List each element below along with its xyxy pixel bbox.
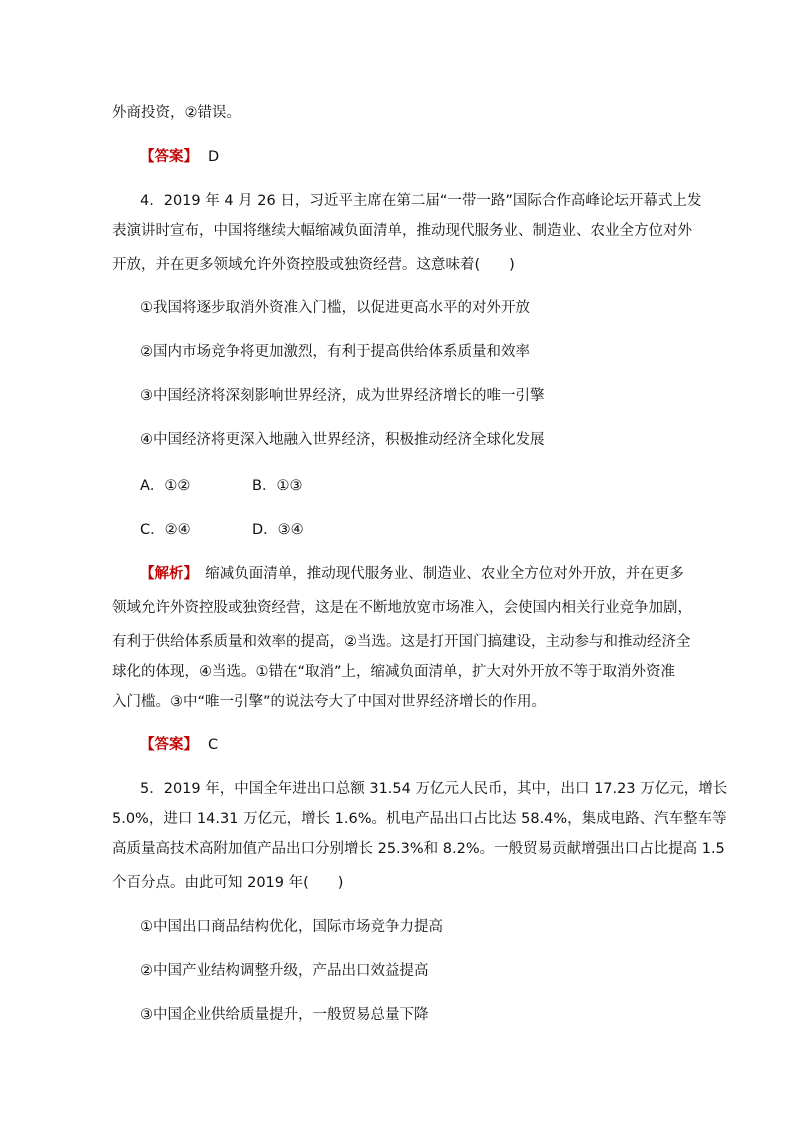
- question-5-line-1: 5．2019 年，中国全年进出口总额 31.54 万亿元人民币，其中，出口 17.23 万亿元，增长: [140, 781, 728, 797]
- option-a: A．①②: [140, 478, 191, 494]
- answer-tag: 【答案】: [140, 737, 198, 753]
- text-line: 外商投资，②错误。: [112, 105, 241, 121]
- explanation-line-4: 球化的体现，④当选。①错在“取消”上，缩减负面清单，扩大对外开放不等于取消外资准: [112, 664, 676, 680]
- option-c: C．②④: [140, 522, 191, 538]
- option-b: B．①③: [252, 478, 303, 494]
- statement-4: ④中国经济将更深入地融入世界经济，积极推动经济全球化发展: [140, 432, 545, 448]
- answer-line: [140, 736, 218, 754]
- question-4-line-2: 表演讲时宣布，中国将继续大幅缩减负面清单，推动现代服务业、制造业、农业全方位对外: [112, 223, 692, 239]
- answer-value: D: [208, 149, 220, 165]
- answer-value: C: [208, 737, 219, 753]
- question-4-line-1: 4．2019 年 4 月 26 日，习近平主席在第二届“一带一路”国际合作高峰论坛开幕式上发: [140, 193, 702, 209]
- question-5-line-2: 5.0%，进口 14.31 万亿元，增长 1.6%。机电产品出口占比达 58.4%，集成电路、汽车整车等: [112, 811, 727, 827]
- statement-3: ③中国经济将深刻影响世界经济，成为世界经济增长的唯一引擎: [140, 388, 545, 404]
- explanation-line-1: [140, 565, 684, 583]
- question-4-line-3: 开放，并在更多领域允许外资控股或独资经营。这意味着( ): [112, 257, 515, 273]
- answer-line: [140, 148, 219, 166]
- question-5-line-4: 个百分点。由此可知 2019 年( ): [112, 875, 344, 891]
- question-5-line-3: 高质量高技术高附加值产品出口分别增长 25.3%和 8.2%。一般贸易贡献增强出口占比提高 1.5: [112, 841, 725, 857]
- explanation-line-2: 领域允许外资控股或独资经营，这是在不断地放宽市场准入，会使国内相关行业竞争加剧，: [112, 600, 692, 616]
- answer-tag: 【答案】: [140, 149, 198, 165]
- statement-3: ③中国企业供给质量提升，一般贸易总量下降: [140, 1007, 429, 1023]
- explanation-text: 缩减负面清单，推动现代服务业、制造业、农业全方位对外开放，并在更多: [190, 566, 684, 582]
- statement-1: ①中国出口商品结构优化，国际市场竞争力提高: [140, 919, 443, 935]
- explanation-line-3: 有利于供给体系质量和效率的提高，②当选。这是打开国门搞建设，主动参与和推动经济全: [112, 634, 691, 650]
- option-d: D．③④: [252, 522, 304, 538]
- statement-2: ②国内市场竞争将更加激烈，有利于提高供给体系质量和效率: [140, 344, 530, 360]
- explanation-line-5: 入门槛。③中“唯一引擎”的说法夸大了中国对世界经济增长的作用。: [112, 694, 547, 710]
- explanation-tag: 【解析】: [140, 566, 191, 582]
- statement-2: ②中国产业结构调整升级，产品出口效益提高: [140, 963, 429, 979]
- statement-1: ①我国将逐步取消外资准入门槛，以促进更高水平的对外开放: [140, 300, 530, 316]
